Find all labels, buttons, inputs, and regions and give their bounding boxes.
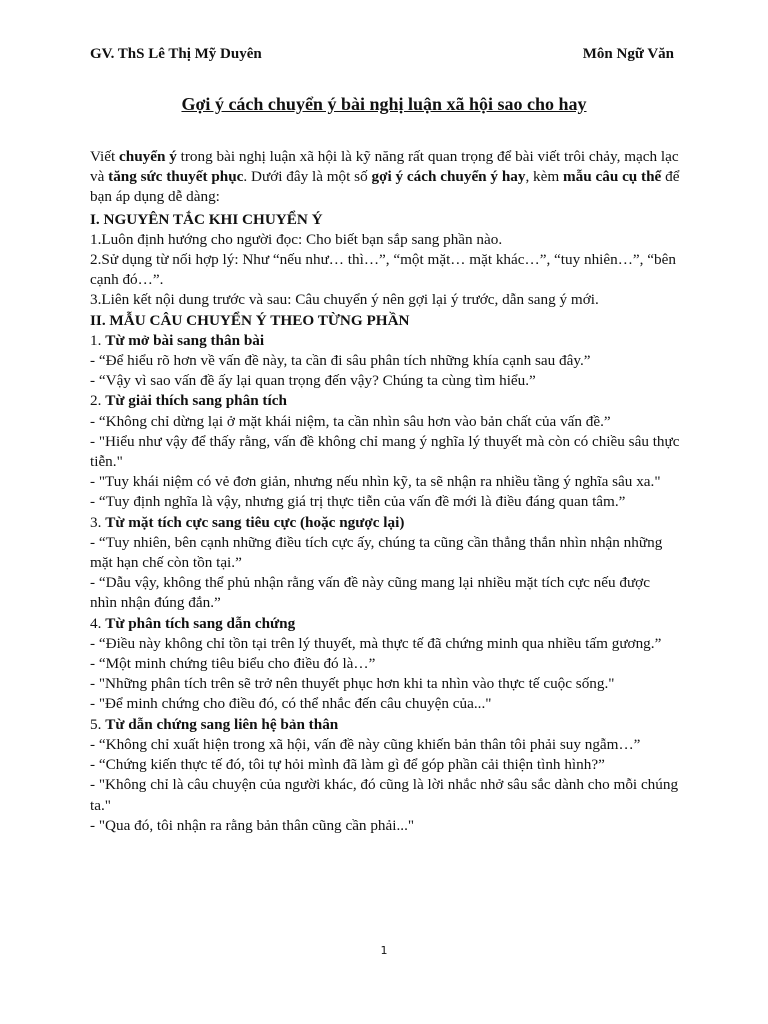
subsection-heading: 5. Từ dẫn chứng sang liên hệ bản thân — [90, 715, 339, 733]
example-sentence: - “Điều này không chỉ tồn tại trên lý thuyết, mà thực tế đã chứng minh qua nhiều tấm gương.” — [90, 634, 662, 652]
example-sentence: - “Không chỉ dừng lại ở mặt khái niệm, ta cần nhìn sâu hơn vào bản chất của vấn đề.” — [90, 412, 611, 430]
example-sentence: - "Không chỉ là câu chuyện của người khác, đó cũng là lời nhắc nhở sâu sắc dành cho mỗi chúng ta." — [90, 776, 679, 814]
intro-paragraph: Viết chuyển ý trong bài nghị luận xã hội là kỹ năng rất quan trọng để bài viết trôi chảy, mạch lạc và tăng sức thuyết phục. Dưới đây là một số gợi ý cách chuyển ý hay, kèm mẫu câu cụ thể để bạn áp dụng dễ dàng: — [90, 148, 680, 206]
author-name: GV. ThS Lê Thị Mỹ Duyên — [90, 46, 262, 62]
example-sentence: - “Tuy định nghĩa là vậy, nhưng giá trị thực tiễn của vấn đề mới là điều đáng quan tâm.” — [90, 493, 626, 511]
example-sentence: - “Một minh chứng tiêu biểu cho điều đó là…” — [90, 655, 376, 673]
principle-item: 3.Liên kết nội dung trước và sau: Câu chuyển ý nên gợi lại ý trước, dẫn sang ý mới. — [90, 291, 599, 309]
example-sentence: - “Vậy vì sao vấn đề ấy lại quan trọng đến vậy? Chúng ta cùng tìm hiểu.” — [90, 372, 536, 390]
subsection-heading: 2. Từ giải thích sang phân tích — [90, 392, 287, 410]
example-sentence: - "Qua đó, tôi nhận ra rằng bản thân cũng cần phải..." — [90, 816, 415, 834]
document-body — [90, 147, 680, 836]
example-sentence: - "Những phân tích trên sẽ trở nên thuyết phục hơn khi ta nhìn vào thực tế cuộc sống." — [90, 675, 615, 693]
principle-item: 1.Luôn định hướng cho người đọc: Cho biết bạn sắp sang phần nào. — [90, 230, 503, 248]
example-sentence: - “Để hiểu rõ hơn về vấn đề này, ta cần đi sâu phân tích những khía cạnh sau đây.” — [90, 352, 591, 370]
example-sentence: - "Hiểu như vậy để thấy rằng, vấn đề không chỉ mang ý nghĩa lý thuyết mà còn có chiều sâu thực tiễn." — [90, 432, 680, 471]
subsection-heading: 3. Từ mặt tích cực sang tiêu cực (hoặc ngược lại) — [90, 513, 405, 531]
subject-name: Môn Ngữ Văn — [582, 46, 674, 62]
example-sentence: - “Tuy nhiên, bên cạnh những điều tích cực ấy, chúng ta cũng cần thẳng thắn nhìn nhận những mặt hạn chế còn tồn tại.” — [90, 533, 663, 572]
example-sentence: - “Dẫu vậy, không thể phủ nhận rằng vấn đề này cũng mang lại nhiều mặt tích cực nếu được nhìn nhận đúng đắn.” — [90, 574, 650, 612]
principle-item: 2.Sử dụng từ nối hợp lý: Như “nếu như… thì…”, “một mặt… mặt khác…”, “tuy nhiên…”, “bên cạnh đó…”. — [90, 251, 676, 289]
section-heading-templates: II. MẪU CÂU CHUYỂN Ý THEO TỪNG PHẦN — [90, 311, 410, 329]
example-sentence: - “Không chỉ xuất hiện trong xã hội, vấn đề này cũng khiến bản thân tôi phải suy ngẫm…” — [90, 735, 641, 753]
page-header — [90, 46, 674, 68]
example-sentence: - "Tuy khái niệm có vẻ đơn giản, nhưng nếu nhìn kỹ, ta sẽ nhận ra nhiều tầng ý nghĩa sâu xa." — [90, 473, 661, 491]
subsection-heading: 4. Từ phân tích sang dẫn chứng — [90, 614, 296, 632]
page-number: 1 — [380, 944, 388, 957]
document-title: Gợi ý cách chuyển ý bài nghị luận xã hội sao cho hay — [181, 94, 587, 114]
example-sentence: - "Để minh chứng cho điều đó, có thể nhắc đến câu chuyện của..." — [90, 695, 492, 713]
subsection-heading: 1. Từ mở bài sang thân bài — [90, 331, 265, 349]
example-sentence: - “Chứng kiến thực tế đó, tôi tự hỏi mình đã làm gì để góp phần cải thiện tình hình?” — [90, 756, 605, 774]
section-heading-principles: I. NGUYÊN TẮC KHI CHUYỂN Ý — [90, 210, 323, 228]
